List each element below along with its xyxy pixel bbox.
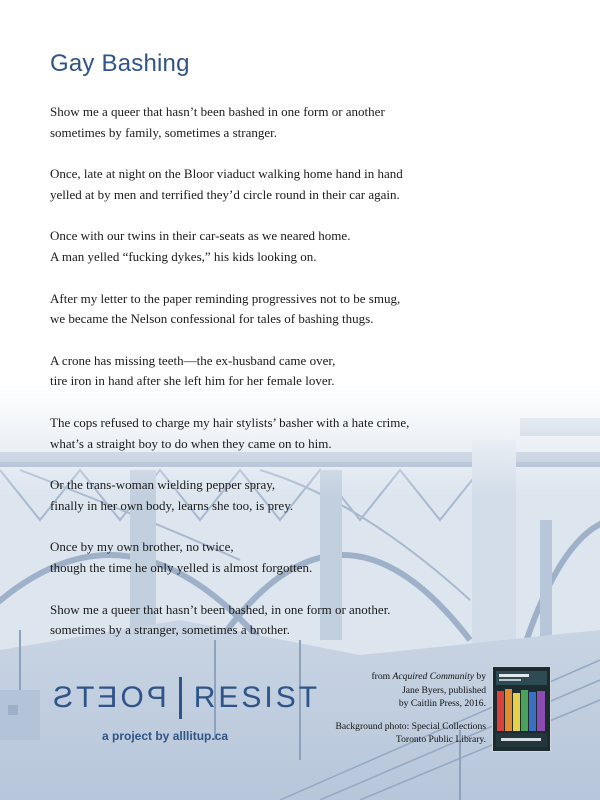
credit-library-line: Toronto Public Library.: [395, 734, 486, 746]
poem-line: Show me a queer that hasn’t been bashed, in one form or another.: [50, 601, 391, 617]
book-cover-thumbnail: [492, 666, 551, 752]
credit-book-title: Acquired Community: [392, 671, 474, 682]
poem-line: Once, late at night on the Bloor viaduct walking home hand in hand: [50, 166, 403, 182]
poem-line: yelled at by men and terrified they’d circle round in their car again.: [50, 186, 400, 202]
poem-line: A crone has missing teeth—the ex-husband came over,: [50, 352, 336, 368]
poem-stanza-1: [50, 102, 570, 143]
poem-line: sometimes by a stranger, sometimes a brother.: [50, 622, 290, 638]
poem-line: finally in her own body, learns she too, is prey.: [50, 497, 294, 513]
poem-line: tire iron in hand after she left him for her female lover.: [50, 373, 335, 389]
project-tagline: a project by alllitup.ca: [102, 729, 229, 743]
poem-stanza-2: [50, 164, 570, 205]
poem-body: [50, 102, 570, 662]
poem-stanza-7: [50, 475, 570, 516]
poem-stanza-4: [50, 289, 570, 330]
poem-stanza-3: [50, 226, 570, 267]
source-credit: [286, 670, 486, 747]
credit-author-line: Jane Byers, published: [402, 684, 486, 696]
poem-stanza-8: [50, 537, 570, 578]
poem-line: A man yelled “fucking dykes,” his kids looking on.: [50, 248, 317, 264]
poem-line: we became the Nelson confessional for tales of bashing thugs.: [50, 311, 374, 327]
poem-line: After my letter to the paper reminding progressives not to be smug,: [50, 290, 401, 306]
logo-resist: RESIST: [193, 681, 321, 714]
poem-line: sometimes by family, sometimes a stranger.: [50, 124, 277, 140]
poem-line: The cops refused to charge my hair stylists’ basher with a hate crime,: [50, 414, 410, 430]
logo-divider: [179, 677, 182, 719]
poem-line: Or the trans-woman wielding pepper spray,: [50, 477, 276, 493]
poem-stanza-9: [50, 600, 570, 641]
credit-from-line: from Acquired Community by: [371, 671, 486, 682]
poem-stanza-5: [50, 351, 570, 392]
poem-line: Show me a queer that hasn’t been bashed in one form or another: [50, 104, 385, 119]
poem-line: what’s a straight boy to do when they came on to him.: [50, 435, 332, 451]
poem-line: Once by my own brother, no twice,: [50, 539, 234, 555]
poets-resist-logo: [50, 677, 320, 719]
credit-photo-line: Background photo: Special Collections: [335, 720, 486, 732]
page-title: Gay Bashing: [50, 50, 190, 77]
logo-poets-mirrored: POETS: [50, 681, 167, 714]
poem-stanza-6: [50, 413, 570, 454]
poem-line: though the time he only yelled is almost forgotten.: [50, 559, 313, 575]
credit-publisher-line: by Caitlin Press, 2016.: [398, 698, 486, 710]
poem-line: Once with our twins in their car-seats as we neared home.: [50, 228, 351, 244]
